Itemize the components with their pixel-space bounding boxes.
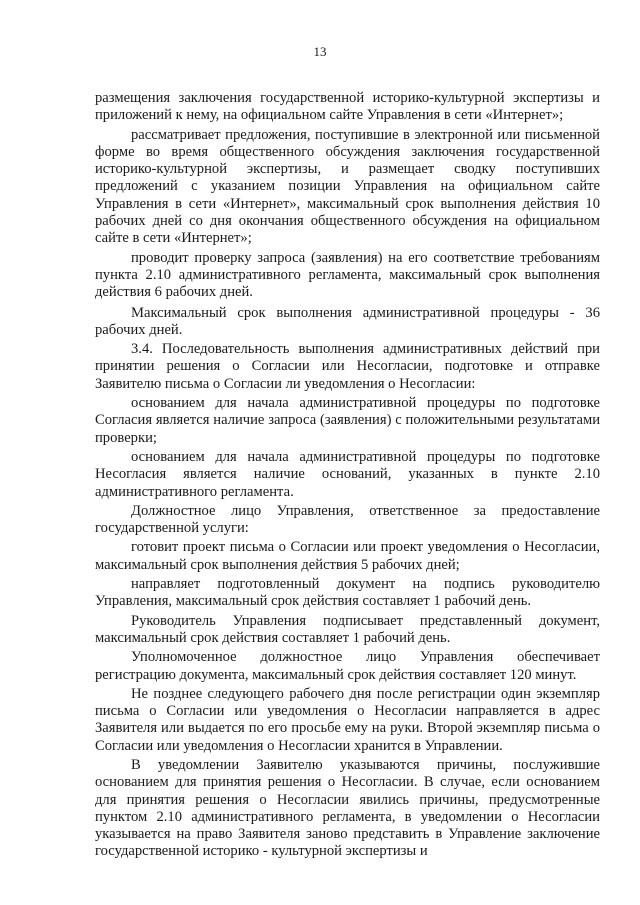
paragraph: основанием для начала административной процедуры по подготовке Согласия является наличие запроса (заявления) с положительными результатами проверки; bbox=[95, 395, 600, 446]
paragraph: направляет подготовленный документ на подпись руководителю Управления, максимальный срок действия составляет 1 рабочий день. bbox=[95, 576, 600, 610]
paragraph: Максимальный срок выполнения административной процедуры - 36 рабочих дней. bbox=[95, 304, 600, 338]
paragraph: проводит проверку запроса (заявления) на его соответствие требованиям пункта 2.10 административного регламента, максимальный срок выполнения действия 6 рабочих дней. bbox=[95, 249, 600, 301]
paragraph: 3.4. Последовательность выполнения административных действий при принятии решения о Согласии или Несогласии, подготовке и отправке Заявителю письма о Согласии ли уведомления о Несогласии: bbox=[95, 341, 600, 392]
paragraph: Не позднее следующего рабочего дня после регистрации один экземпляр письма о Согласии или уведомления о Несогласии направляется в адрес Заявителя или выдается по его просьбе ему на руки. Второй экземпляр письма о Согласии или уведомления о Несогласии хранится в Управлении. bbox=[95, 685, 600, 754]
paragraph: Должностное лицо Управления, ответственное за предоставление государственной услуги: bbox=[95, 502, 600, 537]
document-body bbox=[95, 90, 600, 863]
paragraph: Руководитель Управления подписывает представленный документ, максимальный срок действия составляет 1 рабочий день. bbox=[95, 612, 600, 646]
paragraph: готовит проект письма о Согласии или проект уведомления о Несогласии, максимальный срок выполнения действия 5 рабочих дней; bbox=[95, 539, 600, 573]
paragraph: Уполномоченное должностное лицо Управления обеспечивает регистрацию документа, максимальный срок действия составляет 120 минут. bbox=[95, 649, 600, 683]
paragraph: В уведомлении Заявителю указываются причины, послужившие основанием для принятия решения о Несогласии. В случае, если основанием для принятия решения о Несогласии явились причины, предусмотренные пунктом 2.10 административного регламента, в уведомлении о Несогласии указывается на право Заявителя заново представить в Управление заключение государственной историко - культурной экспертизы и bbox=[95, 756, 600, 860]
paragraph: размещения заключения государственной историко-культурной экспертизы и приложений к нему, на официальном сайте Управления в сети «Интернет»; bbox=[95, 90, 600, 124]
page-number: 13 bbox=[313, 44, 327, 59]
paragraph: основанием для начала административной процедуры по подготовке Несогласия является наличие оснований, указанных в пункте 2.10 административного регламента. bbox=[95, 448, 600, 500]
paragraph: рассматривает предложения, поступившие в электронной или письменной форме во время общественного обсуждения заключения государственной историко-культурной экспертизы, и размещает сводку поступивших предложений с указанием позиции Управления на официальном сайте Управления в сети «Интернет», максимальный срок выполнения действия 10 рабочих дней со дня окончания общественного обсуждения на официальном сайте в сети «Интернет»; bbox=[95, 126, 600, 247]
